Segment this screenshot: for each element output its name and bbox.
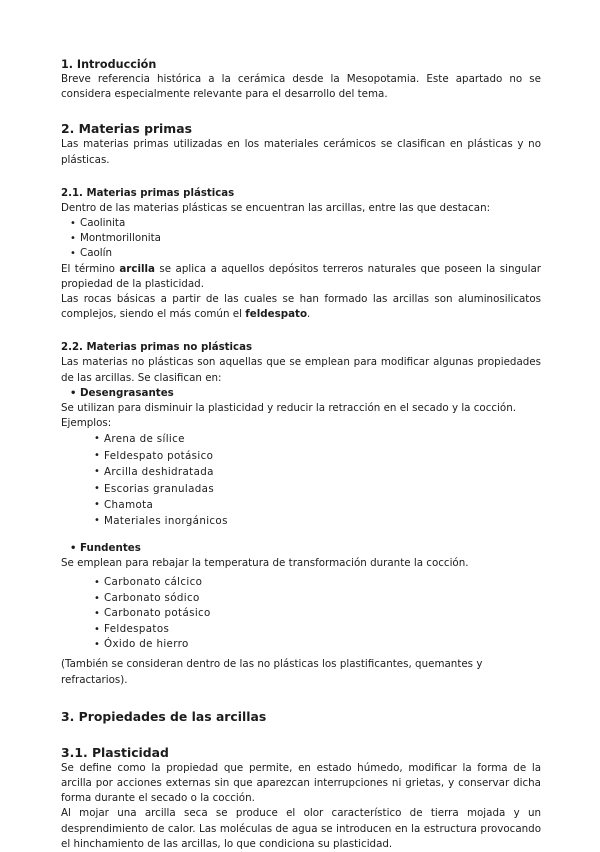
list-item: • Óxido de hierro bbox=[104, 637, 541, 652]
paragraph-plasticidad-definicion: Se define como la propiedad que permite, en estado húmedo, modificar la forma de la arcilla por acciones externas sin que aparezcan interrupciones ni grietas, y conservar dicha forma durante el secado o la cocción. bbox=[61, 761, 541, 805]
paragraph-plasticidad-agua: Al mojar una arcilla seca se produce el olor característico de tierra mojada y un desprendimiento de calor. Las moléculas de agua se introducen en la estructura provocando el hinchamiento de las arcillas, lo que condiciona su plasticidad. bbox=[61, 807, 541, 850]
term-arcilla: arcilla bbox=[119, 262, 156, 275]
list-item: • Chamota bbox=[104, 497, 541, 513]
list-item: • Carbonato potásico bbox=[104, 606, 541, 621]
list-item: • Feldespatos bbox=[104, 622, 541, 637]
paragraph-introduccion: Breve referencia histórica a la cerámica desde la Mesopotamia. Este apartado no se considera especialmente relevante para el desarrollo del tema. bbox=[61, 73, 541, 101]
list-fundentes bbox=[61, 575, 541, 652]
paragraph-aluminosilicatos: Las rocas básicas a partir de las cuales se han formado las arcillas son aluminosilicatos complejos, siendo el más común el feldespato. bbox=[61, 293, 541, 321]
list-item: • Caolín bbox=[80, 246, 541, 261]
list-item: • Arcilla deshidratada bbox=[104, 464, 541, 480]
list-desengrasantes bbox=[61, 431, 541, 529]
list-item: • Materiales inorgánicos bbox=[104, 513, 541, 529]
list-item: • Montmorillonita bbox=[80, 231, 541, 246]
paragraph-no-plasticas-intro: Las materias no plásticas son aquellas que se emplean para modificar algunas propiedades de las arcillas. Se clasifican en: bbox=[61, 356, 541, 384]
document-page bbox=[61, 58, 541, 852]
paragraph-plasticas-intro: Dentro de las materias plásticas se encuentran las arcillas, entre las que destacan: bbox=[61, 201, 491, 214]
list-item: • Escorias granuladas bbox=[104, 481, 541, 497]
term-feldespato: feldespato bbox=[245, 308, 308, 321]
list-item: • Carbonato cálcico bbox=[104, 575, 541, 590]
list-arcillas bbox=[61, 216, 541, 262]
subsection-heading-plasticidad: 3.1. Plasticidad bbox=[61, 744, 169, 760]
section-heading-introduccion: 1. Introducción bbox=[61, 58, 157, 71]
group-title-desengrasantes: • Desengrasantes bbox=[80, 386, 541, 401]
list-item: • Carbonato sódico bbox=[104, 591, 541, 606]
section-heading-propiedades: 3. Propiedades de las arcillas bbox=[61, 708, 267, 724]
subsection-heading-plasticas: 2.1. Materias primas plásticas bbox=[61, 187, 235, 199]
paragraph-nota-no-plasticas: (También se consideran dentro de las no plásticas los plastificantes, quemantes y refractarios). bbox=[61, 658, 483, 686]
label-ejemplos: Ejemplos: bbox=[61, 417, 112, 430]
paragraph-arcilla-definicion: El término arcilla se aplica a aquellos depósitos terreros naturales que poseen la singular propiedad de la plasticidad. bbox=[61, 262, 541, 290]
list-item: • Arena de sílice bbox=[104, 431, 541, 447]
list-item: • Feldespato potásico bbox=[104, 448, 541, 464]
section-heading-materias-primas: 2. Materias primas bbox=[61, 121, 192, 137]
list-item: • Caolinita bbox=[80, 216, 541, 231]
paragraph-desengrasantes: Se utilizan para disminuir la plasticidad y reducir la retracción en el secado y la cocción. bbox=[61, 402, 517, 415]
paragraph-fundentes: Se emplean para rebajar la temperatura de transformación durante la cocción. bbox=[61, 557, 469, 570]
subsection-heading-no-plasticas: 2.2. Materias primas no plásticas bbox=[61, 342, 253, 354]
paragraph-materias-primas: Las materias primas utilizadas en los materiales cerámicos se clasifican en plásticas y no plásticas. bbox=[61, 138, 541, 166]
group-title-fundentes: • Fundentes bbox=[80, 541, 541, 556]
